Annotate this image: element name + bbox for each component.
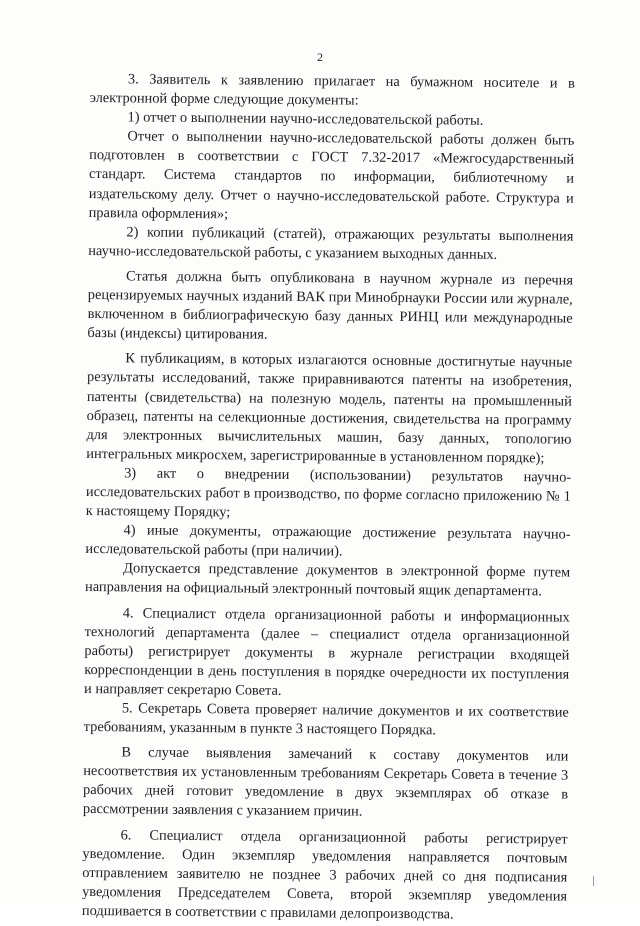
paragraph-remarks: В случае выявления замечаний к составу документов или несоответствия их установленным требованиям Секретарь Совета в течение 3 рабочих дней готовит уведомление в двух экземплярах об отказе в рассмотрении заявления с указанием причин. (82, 744, 569, 821)
paragraph-subitem-3: 3) акт о внедрении (использовании) результатов научно-исследовательских работ в производство, по форме согласно приложению № 1 к настоящему Порядку; (85, 465, 572, 521)
paragraph-item-6: 6. Специалист отдела организационной работы регистрирует уведомление. Один экземпляр уведомления направляется почтовым отправлением заявителю не позднее 3 рабочих дней со дня подписания уведомления Председателем Совета, второй экземпляр уведомления подшивается в соответствии с правилами делопроизводства. (81, 826, 568, 923)
paragraph-subitem-2: 2) копии публикаций (статей), отражающих результаты выполнения научно-исследовательской работы, с указанием выходных данных. (88, 224, 574, 263)
page-number: 2 (317, 50, 323, 64)
paragraph-item-4: 4. Специалист отдела организационной работы и информационных технологий департамента (далее – специалист отдела организационной работы) регистрирует документы в журнале регистрации входящей корреспонденции в день поступления в порядке очередности их поступления и направляет секретарю Совета. (83, 604, 570, 699)
paragraph-item-5: 5. Секретарь Совета проверяет наличие документов и их соответствие требованиям, указанным в пункте 3 настоящего Порядка. (83, 700, 569, 739)
paragraph-subitem-4: 4) иные документы, отражающие достижение результата научно-исследовательской работы (при наличии). (85, 522, 571, 560)
paragraph-article-requirements: Статья должна быть опубликована в научном журнале из перечня рецензируемых научных изданий ВАК при Минобрнауки России или журнале, включенном в библиографическую базу данных РИНЦ или международные базы (индексы) цитирования. (87, 268, 574, 343)
paragraph-item-3: 3. Заявитель к заявлению прилагает на бумажном носителе и в электронной форме следующие документы: (89, 71, 575, 109)
paragraph-subitem-1: 1) отчет о выполнении научно-исследовательской работы. (127, 109, 484, 129)
document-body (82, 70, 575, 926)
scan-mark (593, 876, 594, 886)
paragraph-electronic-submission: Допускается представление документов в электронной форме путем направления на официальный электронный почтовый ящик департамента. (84, 560, 571, 600)
paragraph-report-requirements: Отчет о выполнении научно-исследовательской работы должен быть подготовлен в соответствии с ГОСТ 7.32-2017 «Межгосударственный стандарт. Система стандартов по информации, библиотечному и издательскому делу. Отчет о научно-исследовательской работе. Структура и правила оформления»; (88, 128, 575, 222)
paragraph-publications: К публикациям, в которых излагаются основные достигнутые научные результаты исследований, также приравниваются патенты на изобретения, патенты (свидетельства) на полезную модель, патенты на промышленный образец, патенты на селекционные достижения, свидетельства на программу для электронных вычислительных машин, базу данных, топологию интегральных микросхем, зарегистрированные в установленном порядке); (86, 350, 573, 467)
